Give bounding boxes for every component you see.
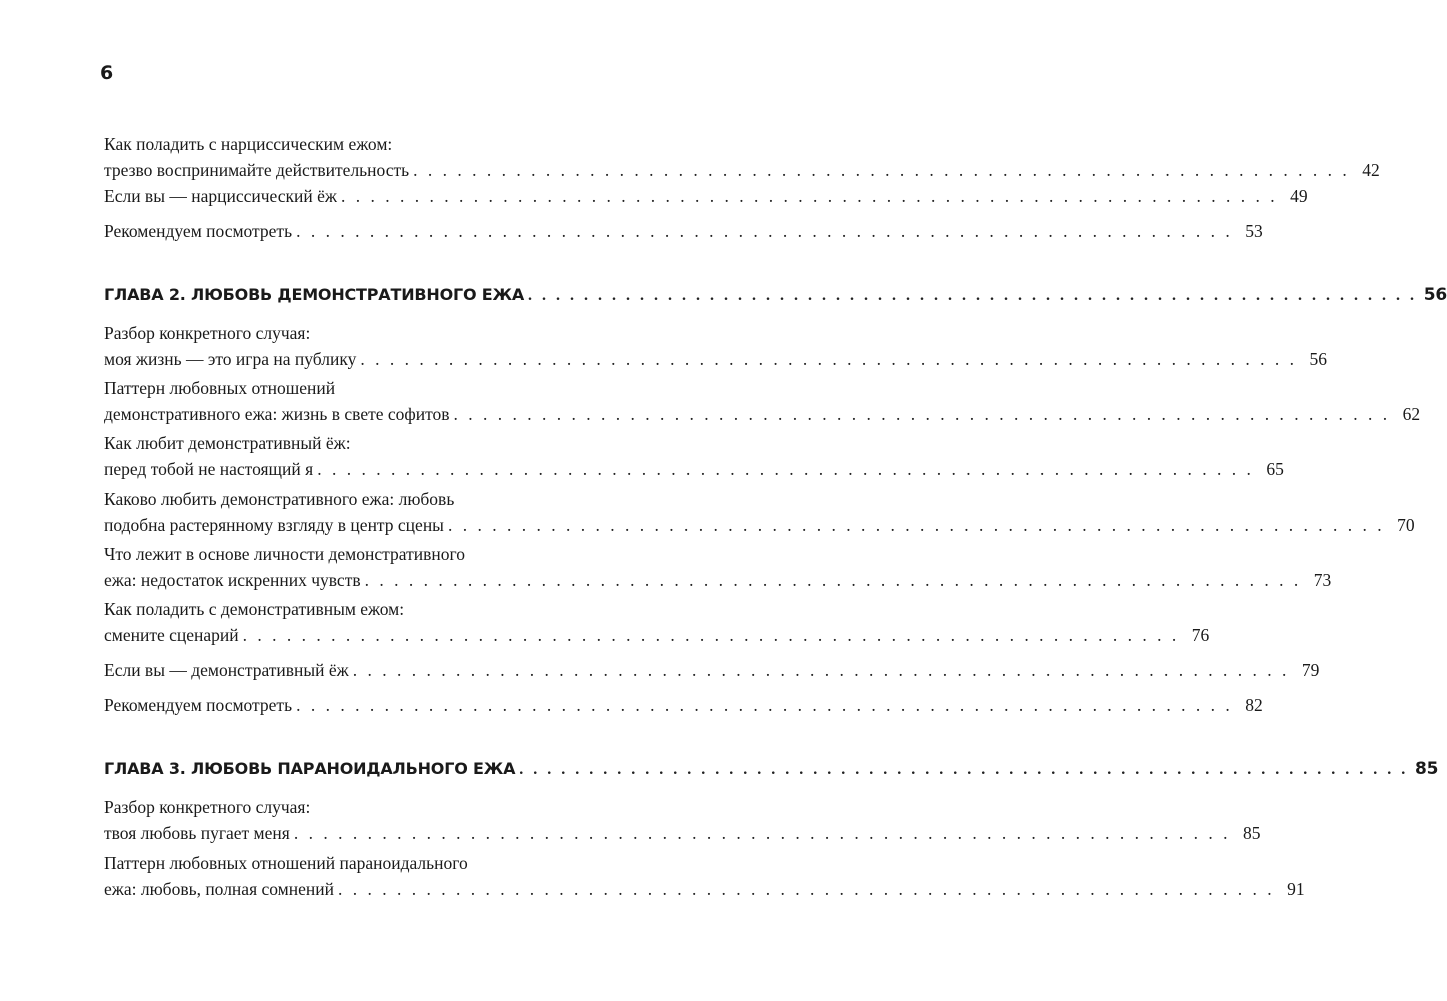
- chapter-title: ГЛАВА 3. ЛЮБОВЬ ПАРАНОИДАЛЬНОГО ЕЖА: [104, 759, 516, 778]
- leader-dots: . . . . . . . . . . . . . . . . . . . . . . . . . . . . . . . . . . . . . . . . . . . . . . . . . . . . . . . . . . . . . . . .: [453, 404, 1391, 424]
- leader-dots: . . . . . . . . . . . . . . . . . . . . . . . . . . . . . . . . . . . . . . . . . . . . . . . . . . . . . . . . . . . . . . . .: [364, 570, 1302, 590]
- toc-entry-lead: [104, 512, 1415, 538]
- toc-entry: [104, 692, 1263, 718]
- chapter-heading: [104, 756, 1439, 783]
- toc-entry-title-line1: Как любит демонстративный ёж:: [104, 433, 351, 453]
- toc-entry-page: 85: [1242, 823, 1261, 843]
- toc-entry-lead: [104, 876, 1305, 902]
- toc-entry-page: 49: [1290, 186, 1308, 206]
- toc-entry-lead: [104, 456, 1284, 482]
- toc-entry-lead: [104, 346, 1327, 372]
- toc-entry-lead: [104, 820, 1261, 846]
- leader-dots: . . . . . . . . . . . . . . . . . . . . . . . . . . . . . . . . . . . . . . . . . . . . . . . . . . . . . . . . . . . . . . . .: [317, 459, 1254, 479]
- leader-dots: . . . . . . . . . . . . . . . . . . . . . . . . . . . . . . . . . . . . . . . . . . . . . . . . . . . . . . . . . . . . . . . .: [519, 761, 1409, 778]
- toc-entry-page: 91: [1287, 879, 1305, 899]
- chapter-page: 85: [1415, 759, 1439, 779]
- leader-dots: . . . . . . . . . . . . . . . . . . . . . . . . . . . . . . . . . . . . . . . . . . . . . . . . . . . . . . . . . . . . . . . .: [296, 695, 1233, 715]
- toc-entry: [104, 541, 1332, 593]
- toc-entry-title: Если вы — нарциссический ёж: [104, 186, 337, 206]
- toc-entry-title-line1: Разбор конкретного случая:: [104, 323, 311, 343]
- toc-entry-page: 79: [1301, 660, 1320, 680]
- leader-dots: . . . . . . . . . . . . . . . . . . . . . . . . . . . . . . . . . . . . . . . . . . . . . . . . . . . . . . . . . . . . . . . .: [242, 625, 1180, 645]
- toc-entry-title-line1: Паттерн любовных отношений: [104, 378, 336, 398]
- toc-entry-title: Если вы — демонстративный ёж: [104, 660, 349, 680]
- toc-entry: [104, 657, 1320, 683]
- toc-entry-lead: [104, 218, 1263, 244]
- toc-entry-lead: [104, 401, 1421, 427]
- toc-entry-title-line2: подобна растерянному взгляду в центр сцены: [104, 515, 444, 535]
- toc-entry: [104, 850, 1305, 902]
- toc-entry: [104, 218, 1263, 244]
- leader-dots: . . . . . . . . . . . . . . . . . . . . . . . . . . . . . . . . . . . . . . . . . . . . . . . . . . . . . . . . . . . . . . . .: [413, 160, 1350, 180]
- toc-entry-page: 62: [1402, 404, 1421, 424]
- toc-entry-title-line1: Паттерн любовных отношений параноидального: [104, 853, 468, 873]
- toc-entry-title-line2: перед тобой не настоящий я: [104, 459, 314, 479]
- toc-entry-title-line1: Каково любить демонстративного ежа: любовь: [104, 489, 455, 509]
- toc-entry-title: Рекомендуем посмотреть: [104, 695, 293, 715]
- toc-entry-lead: [104, 567, 1332, 593]
- chapter-heading-lead: [104, 282, 1447, 309]
- leader-dots: . . . . . . . . . . . . . . . . . . . . . . . . . . . . . . . . . . . . . . . . . . . . . . . . . . . . . . . . . . . . . . . .: [340, 186, 1278, 206]
- leader-dots: . . . . . . . . . . . . . . . . . . . . . . . . . . . . . . . . . . . . . . . . . . . . . . . . . . . . . . . . . . . . . . . .: [296, 221, 1233, 241]
- toc-entry-title-line2: моя жизнь — это игра на публику: [104, 349, 357, 369]
- toc-entry: [104, 486, 1415, 538]
- toc-entry-title-line1: Что лежит в основе личности демонстративного: [104, 544, 465, 564]
- toc-entry: [104, 430, 1284, 482]
- toc-entry-lead: [104, 183, 1308, 209]
- toc-entry-title-line2: трезво воспринимайте действительность: [104, 160, 410, 180]
- toc-entry: [104, 131, 1380, 183]
- toc-entry-title-line2: ежа: любовь, полная сомнений: [104, 879, 334, 899]
- toc-entry-title-line2: ежа: недостаток искренних чувств: [104, 570, 361, 590]
- leader-dots: . . . . . . . . . . . . . . . . . . . . . . . . . . . . . . . . . . . . . . . . . . . . . . . . . . . . . . . . . . . . . . . .: [528, 287, 1418, 304]
- page-number: 6: [100, 62, 114, 84]
- toc-entry-page: 56: [1309, 349, 1327, 369]
- toc-entry-title-line2: твоя любовь пугает меня: [104, 823, 290, 843]
- toc-entry-lead: [104, 692, 1263, 718]
- toc-entry: [104, 320, 1327, 372]
- toc-entry-page: 65: [1266, 459, 1284, 479]
- chapter-heading-lead: [104, 756, 1439, 783]
- toc-entry-title: Рекомендуем посмотреть: [104, 221, 293, 241]
- toc-entry-page: 53: [1245, 221, 1263, 241]
- toc-entry-lead: [104, 657, 1320, 683]
- toc-entry-title-line1: Как поладить с демонстративным ежом:: [104, 599, 405, 619]
- toc-entry: [104, 183, 1308, 209]
- leader-dots: . . . . . . . . . . . . . . . . . . . . . . . . . . . . . . . . . . . . . . . . . . . . . . . . . . . . . . . . . . . . . . . .: [337, 879, 1275, 899]
- chapter-heading: [104, 282, 1447, 309]
- toc-entry-title-line1: Как поладить с нарциссическим ежом:: [104, 134, 393, 154]
- toc-entry: [104, 375, 1421, 427]
- toc-entry-title-line1: Разбор конкретного случая:: [104, 797, 311, 817]
- toc-entry-page: 70: [1397, 515, 1415, 535]
- toc-entry-title-line2: демонстративного ежа: жизнь в свете софитов: [104, 404, 450, 424]
- leader-dots: . . . . . . . . . . . . . . . . . . . . . . . . . . . . . . . . . . . . . . . . . . . . . . . . . . . . . . . . . . . . . . . .: [447, 515, 1385, 535]
- toc-entry-page: 73: [1313, 570, 1332, 590]
- toc-entry: [104, 794, 1261, 846]
- leader-dots: . . . . . . . . . . . . . . . . . . . . . . . . . . . . . . . . . . . . . . . . . . . . . . . . . . . . . . . . . . . . . . . .: [293, 823, 1231, 843]
- leader-dots: . . . . . . . . . . . . . . . . . . . . . . . . . . . . . . . . . . . . . . . . . . . . . . . . . . . . . . . . . . . . . . . .: [360, 349, 1297, 369]
- chapter-page: 56: [1423, 285, 1447, 305]
- toc-entry: [104, 596, 1210, 648]
- toc-entry-title-line2: смените сценарий: [104, 625, 239, 645]
- leader-dots: . . . . . . . . . . . . . . . . . . . . . . . . . . . . . . . . . . . . . . . . . . . . . . . . . . . . . . . . . . . . . . . .: [352, 660, 1290, 680]
- toc-entry-lead: [104, 622, 1210, 648]
- chapter-title: ГЛАВА 2. ЛЮБОВЬ ДЕМОНСТРАТИВНОГО ЕЖА: [104, 285, 525, 304]
- toc-entry-page: 76: [1191, 625, 1210, 645]
- toc-entry-lead: [104, 157, 1380, 183]
- toc-entry-page: 82: [1245, 695, 1263, 715]
- toc-entry-page: 42: [1362, 160, 1380, 180]
